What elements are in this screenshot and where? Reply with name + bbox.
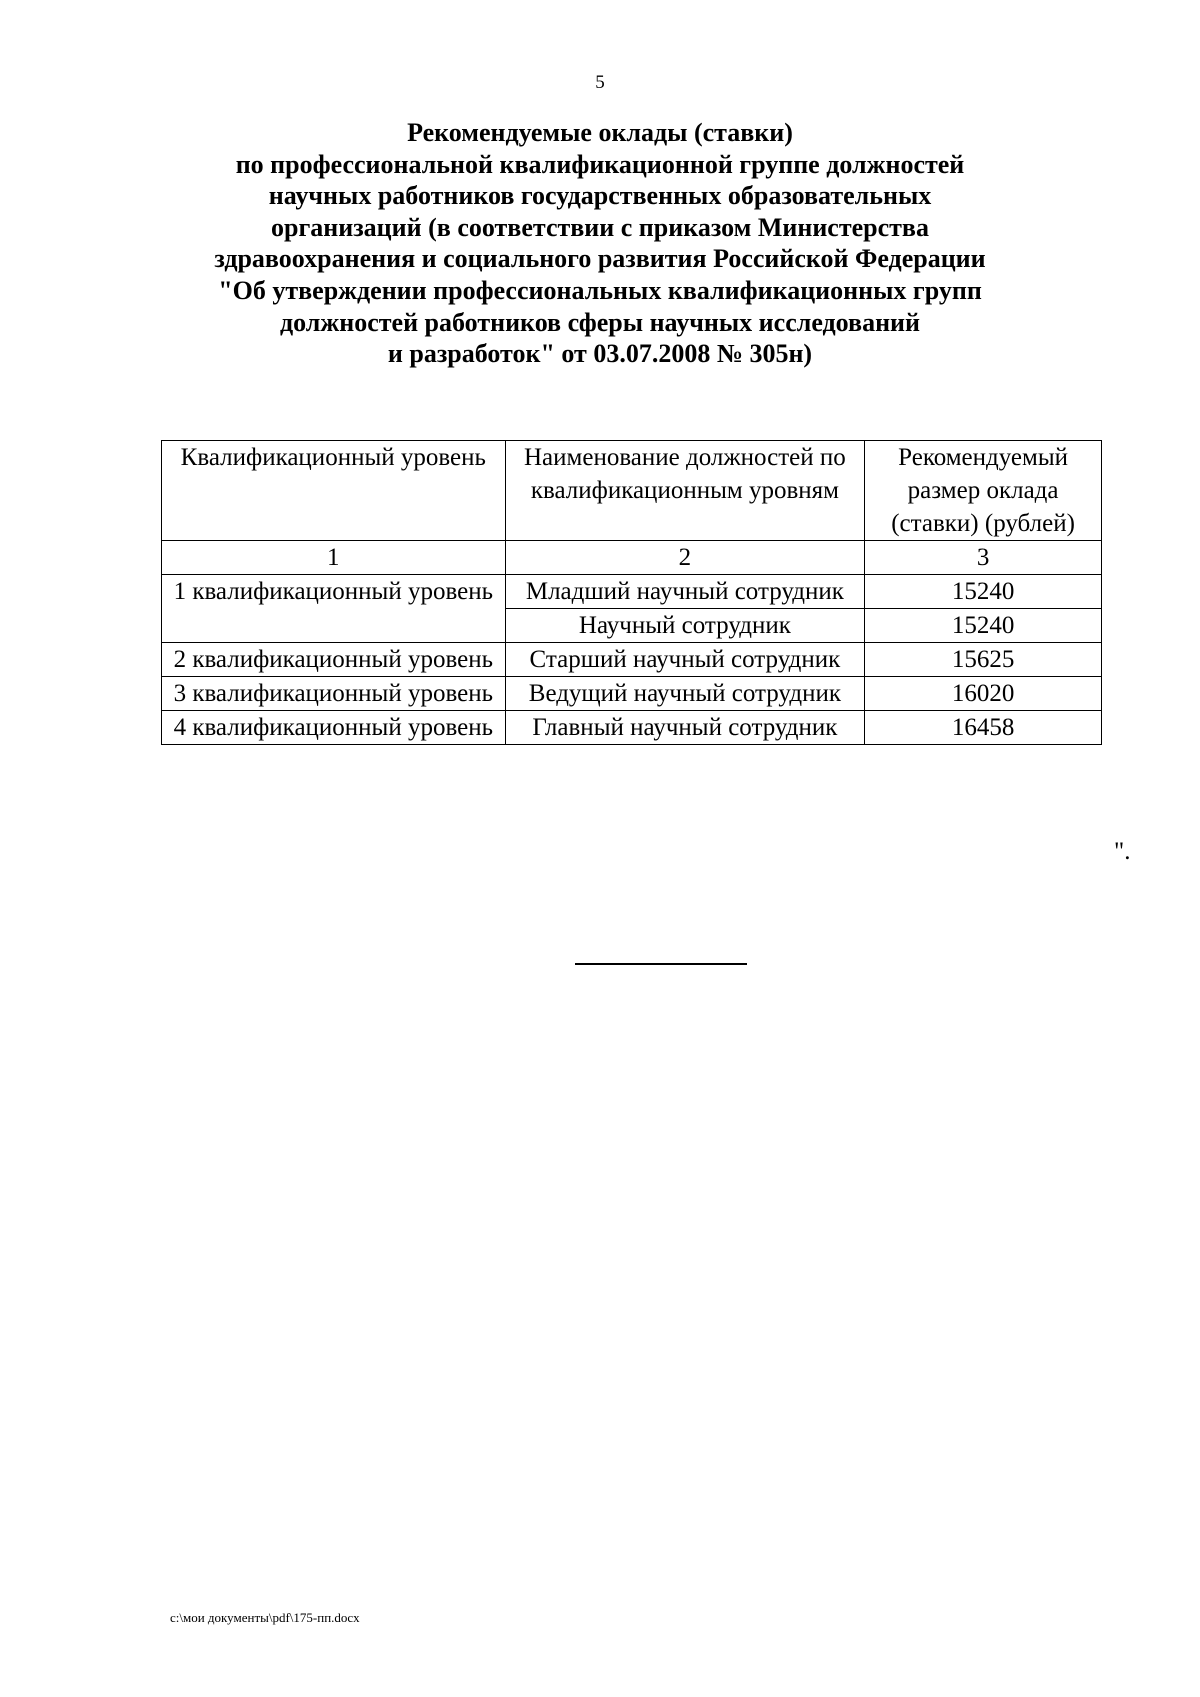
table-row xyxy=(162,643,1102,677)
footer-file-path: c:\мои документы\pdf\175-пп.docx xyxy=(170,1610,360,1625)
salary-cell: 15240 xyxy=(865,609,1102,643)
title-line: Рекомендуемые оклады (ставки) xyxy=(407,118,793,147)
title-line: и разработок" от 03.07.2008 № 305н) xyxy=(387,339,813,369)
title-line: должностей работников сферы научных исследований xyxy=(279,307,921,337)
title-line: организаций (в соответствии с приказом Министерства xyxy=(271,212,929,242)
level-cell: 4 квалификационный уровень xyxy=(162,711,506,745)
position-cell: Ведущий научный сотрудник xyxy=(505,677,865,711)
table-row xyxy=(162,711,1102,745)
salary-table xyxy=(161,440,1102,745)
salary-cell: 15625 xyxy=(865,643,1102,677)
separator-line xyxy=(575,963,747,965)
table-row xyxy=(162,677,1102,711)
position-cell: Младший научный сотрудник xyxy=(505,575,865,609)
title-line: научных работников государственных образовательных xyxy=(268,181,932,211)
table-header-row xyxy=(162,441,1102,541)
column-number: 3 xyxy=(865,541,1102,575)
position-cell: Старший научный сотрудник xyxy=(505,643,865,677)
header-position: Наименование должностей по квалификационным уровням xyxy=(505,441,865,541)
position-cell: Научный сотрудник xyxy=(505,609,865,643)
column-number: 1 xyxy=(162,541,506,575)
salary-cell: 15240 xyxy=(865,575,1102,609)
header-salary: Рекомендуемый размер оклада (ставки) (рублей) xyxy=(865,441,1102,541)
document-title xyxy=(150,117,1050,370)
column-number-row xyxy=(162,541,1102,575)
closing-quote: ". xyxy=(1114,838,1131,865)
salary-cell: 16020 xyxy=(865,677,1102,711)
page-number: 5 xyxy=(595,72,605,93)
title-line: здравоохранения и социального развития Российской Федерации xyxy=(214,244,986,274)
title-line: "Об утверждении профессиональных квалификационных групп xyxy=(218,275,982,305)
position-cell: Главный научный сотрудник xyxy=(505,711,865,745)
title-line: по профессиональной квалификационной группе должностей xyxy=(235,149,965,179)
salary-cell: 16458 xyxy=(865,711,1102,745)
table-row xyxy=(162,575,1102,609)
level-cell: 2 квалификационный уровень xyxy=(162,643,506,677)
level-cell: 1 квалификационный уровень xyxy=(162,575,506,643)
level-cell: 3 квалификационный уровень xyxy=(162,677,506,711)
header-level: Квалификационный уровень xyxy=(162,441,506,541)
column-number: 2 xyxy=(505,541,865,575)
